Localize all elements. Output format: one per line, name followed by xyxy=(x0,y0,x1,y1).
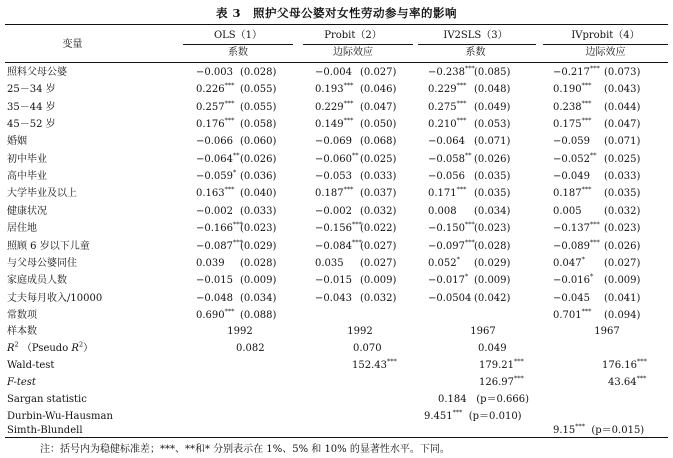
se-col-2: (0.050) xyxy=(360,119,397,131)
significance-stars: *** xyxy=(233,238,243,247)
coef-value: 0.149 xyxy=(315,119,344,131)
stat-label-wald: Wald-test xyxy=(7,360,55,371)
coef-col-2 xyxy=(315,221,362,237)
coef-value: 0.229 xyxy=(428,84,457,96)
coef-col-3 xyxy=(428,186,466,202)
table-note: 注：括号内为稳健标准差；***、**和* 分别表示在 1%、5% 和 10% 的显著性水平。下同。 xyxy=(40,444,450,455)
stat-r2-2: 0.070 xyxy=(353,343,382,354)
coef-value: −0.049 xyxy=(553,171,591,183)
stat-n-3: 1967 xyxy=(470,326,496,337)
coef-value: 0.176 xyxy=(196,119,225,131)
coef-value: 0.210 xyxy=(428,119,457,131)
coef-value: 0.005 xyxy=(553,205,582,217)
significance-stars: *** xyxy=(224,82,235,91)
stat-dwh-3: 9.451*** (p＝0.010) xyxy=(424,408,522,422)
se-col-4: (0.026) xyxy=(604,240,641,252)
coef-col-3 xyxy=(428,134,465,150)
coef-value: 0.039 xyxy=(196,257,225,269)
se-col-1: (0.055) xyxy=(240,101,277,113)
significance-stars: *** xyxy=(224,99,235,108)
coef-col-1 xyxy=(196,273,233,289)
coef-value: −0.059 xyxy=(553,136,591,148)
coef-col-3 xyxy=(428,65,475,81)
coef-col-1 xyxy=(196,169,236,185)
coef-value: 0.690 xyxy=(196,309,225,321)
significance-stars: *** xyxy=(456,116,467,125)
se-col-4: (0.071) xyxy=(604,136,641,148)
se-col-4: (0.035) xyxy=(604,188,641,200)
se-col-2: (0.068) xyxy=(360,136,397,148)
row-label: 照料父母公婆 xyxy=(7,67,67,78)
coef-col-4 xyxy=(553,100,591,116)
se-col-2: (0.046) xyxy=(360,84,397,96)
se-col-3: (0.026) xyxy=(474,153,511,165)
se-col-1: (0.040) xyxy=(240,188,277,200)
significance-stars: *** xyxy=(465,64,475,73)
header-col-2: Probit（2） xyxy=(324,30,382,41)
row-label: 常数项 xyxy=(7,309,37,321)
coef-col-3 xyxy=(428,204,457,220)
coef-col-2 xyxy=(315,169,352,185)
bottom-rule xyxy=(5,437,668,438)
stat-sargan-3: 0.184 (p＝0.666) xyxy=(438,394,530,405)
coef-col-4 xyxy=(553,291,590,307)
significance-stars: *** xyxy=(343,99,354,108)
coef-col-4 xyxy=(553,82,591,98)
se-col-1: (0.058) xyxy=(240,119,277,131)
stat-label-n: 样本数 xyxy=(7,326,37,337)
coef-col-4 xyxy=(553,221,600,237)
coef-value: −0.150 xyxy=(428,223,466,235)
coef-col-4 xyxy=(553,134,590,150)
se-col-3: (0.035) xyxy=(474,171,511,183)
coef-col-2 xyxy=(315,273,352,289)
subhead-2: 边际效应 xyxy=(333,47,373,58)
significance-stars: ** xyxy=(590,151,597,160)
significance-stars: *** xyxy=(224,186,235,195)
significance-stars: *** xyxy=(224,116,235,125)
se-col-2: (0.009) xyxy=(360,275,397,287)
header-col-4: IVprobit（4） xyxy=(571,30,640,41)
coef-value: 0.035 xyxy=(315,257,344,269)
se-col-4: (0.043) xyxy=(604,84,641,96)
coef-col-3 xyxy=(428,291,471,307)
coef-value: −0.052 xyxy=(553,153,591,165)
significance-stars: * xyxy=(581,255,585,264)
coef-value: 0.008 xyxy=(428,205,457,217)
coef-value: −0.089 xyxy=(553,240,591,252)
table-title: 表 3 照护父母公婆对女性劳动参与率的影响 xyxy=(215,6,457,20)
coef-col-2 xyxy=(315,65,352,81)
stat-simth-4: 9.15*** (p＝0.015) xyxy=(553,422,645,436)
header-variable: 变量 xyxy=(62,39,83,50)
se-col-3: (0.023) xyxy=(474,223,511,235)
stat-r2-1: 0.082 xyxy=(236,343,265,354)
coef-value: 0.052 xyxy=(428,257,457,269)
coef-value: 0.171 xyxy=(428,188,457,200)
coef-value: −0.045 xyxy=(553,292,591,304)
se-col-3: (0.049) xyxy=(474,101,511,113)
se-col-1: (0.028) xyxy=(240,257,277,269)
coef-col-1 xyxy=(196,117,234,133)
row-label: 居住地 xyxy=(7,223,37,235)
coef-value: −0.087 xyxy=(196,240,234,252)
coef-value: −0.017 xyxy=(428,275,466,287)
coef-value: 0.187 xyxy=(315,188,344,200)
significance-stars: *** xyxy=(456,82,467,91)
coef-col-3 xyxy=(428,152,472,168)
coef-col-2 xyxy=(315,152,359,168)
coef-value: 0.163 xyxy=(196,188,225,200)
se-col-1: (0.026) xyxy=(240,153,277,165)
coef-col-1 xyxy=(196,221,243,237)
se-col-4: (0.027) xyxy=(604,257,641,269)
coef-col-3 xyxy=(428,100,466,116)
significance-stars: ** xyxy=(465,151,472,160)
se-col-3: (0.071) xyxy=(474,136,511,148)
coef-col-3 xyxy=(428,82,466,98)
row-label: 丈夫每月收入/10000 xyxy=(7,292,103,304)
se-col-2: (0.027) xyxy=(360,257,397,269)
coef-col-1 xyxy=(196,152,240,168)
se-col-2: (0.037) xyxy=(360,188,397,200)
coef-col-1 xyxy=(196,308,234,324)
coef-value: 0.226 xyxy=(196,84,225,96)
coef-value: −0.156 xyxy=(315,223,353,235)
significance-stars: ** xyxy=(233,151,240,160)
coef-value: −0.016 xyxy=(553,275,591,287)
coef-value: 0.229 xyxy=(315,101,344,113)
significance-stars: *** xyxy=(224,307,235,316)
se-col-4: (0.041) xyxy=(604,292,641,304)
coef-col-4 xyxy=(553,117,591,133)
coef-value: 0.701 xyxy=(553,309,582,321)
row-label: 35－44 岁 xyxy=(7,101,56,113)
row-label: 婚姻 xyxy=(7,136,27,148)
se-col-4: (0.023) xyxy=(604,223,641,235)
coef-col-2 xyxy=(315,134,352,150)
coef-value: −0.053 xyxy=(315,171,353,183)
coef-col-4 xyxy=(553,204,582,220)
coef-value: −0.069 xyxy=(315,136,353,148)
stat-f-4: 43.64*** xyxy=(608,374,647,388)
coef-value: −0.084 xyxy=(315,240,353,252)
coef-value: −0.048 xyxy=(196,292,234,304)
significance-stars: *** xyxy=(581,82,592,91)
coef-col-1 xyxy=(196,204,233,220)
coef-value: −0.002 xyxy=(315,205,353,217)
row-label: 家庭成员人数 xyxy=(7,275,67,287)
stat-wald-3: 179.21*** xyxy=(479,357,524,371)
se-col-4: (0.033) xyxy=(604,171,641,183)
se-col-1: (0.036) xyxy=(240,171,277,183)
coef-col-4 xyxy=(553,239,600,255)
coef-value: 0.047 xyxy=(553,257,582,269)
row-label: 照顾 6 岁以下儿童 xyxy=(7,240,90,252)
se-col-2: (0.033) xyxy=(360,171,397,183)
se-col-2: (0.025) xyxy=(360,153,397,165)
se-col-1: (0.009) xyxy=(240,275,277,287)
coef-col-2 xyxy=(315,239,362,255)
significance-stars: *** xyxy=(343,186,354,195)
significance-stars: * xyxy=(233,168,237,177)
coef-col-2 xyxy=(315,256,344,272)
stat-label-simth: Simth-Blundell xyxy=(7,425,83,436)
significance-stars: *** xyxy=(456,99,467,108)
coef-value: −0.056 xyxy=(428,171,466,183)
se-col-1: (0.034) xyxy=(240,292,277,304)
coef-col-2 xyxy=(315,117,353,133)
se-col-4: (0.009) xyxy=(604,275,641,287)
coef-col-1 xyxy=(196,134,233,150)
se-col-3: (0.042) xyxy=(474,292,511,304)
se-col-4: (0.047) xyxy=(604,119,641,131)
coef-value: −0.043 xyxy=(315,292,353,304)
stat-r2-3: 0.049 xyxy=(478,343,507,354)
significance-stars: * xyxy=(465,272,469,281)
coef-value: −0.166 xyxy=(196,223,234,235)
significance-stars: *** xyxy=(581,307,592,316)
coef-value: −0.060 xyxy=(315,153,353,165)
coef-value: −0.066 xyxy=(196,136,234,148)
coef-col-2 xyxy=(315,204,352,220)
coef-col-3 xyxy=(428,117,466,133)
coef-value: 0.193 xyxy=(315,84,344,96)
se-col-3: (0.085) xyxy=(474,67,511,78)
se-col-2: (0.022) xyxy=(360,223,397,235)
coef-value: 0.238 xyxy=(553,101,582,113)
significance-stars: *** xyxy=(581,186,592,195)
coef-value: −0.238 xyxy=(428,67,466,78)
se-col-4: (0.032) xyxy=(604,205,641,217)
row-label: 45－52 岁 xyxy=(7,119,56,131)
coef-value: −0.058 xyxy=(428,153,466,165)
coef-col-4 xyxy=(553,308,591,324)
se-col-1: (0.088) xyxy=(240,309,277,321)
significance-stars: * xyxy=(590,272,594,281)
coef-col-2 xyxy=(315,186,353,202)
coef-value: 0.275 xyxy=(428,101,457,113)
coef-value: −0.064 xyxy=(196,153,234,165)
se-col-3: (0.035) xyxy=(474,188,511,200)
top-rule xyxy=(5,24,668,25)
se-col-3: (0.048) xyxy=(474,84,511,96)
significance-stars: *** xyxy=(581,116,592,125)
coef-col-3 xyxy=(428,256,460,272)
se-col-3: (0.053) xyxy=(474,119,511,131)
coef-value: −0.059 xyxy=(196,171,234,183)
coef-value: 0.190 xyxy=(553,84,582,96)
coef-col-1 xyxy=(196,256,225,272)
coef-value: −0.002 xyxy=(196,205,234,217)
se-col-2: (0.032) xyxy=(360,205,397,217)
header-col-3: IV2SLS（3） xyxy=(443,30,508,41)
stat-wald-4: 176.16*** xyxy=(602,357,647,371)
coef-value: −0.015 xyxy=(315,275,353,287)
row-label: 初中毕业 xyxy=(7,153,47,165)
se-col-2: (0.027) xyxy=(360,67,397,78)
row-label: 健康状况 xyxy=(7,205,47,217)
stat-n-4: 1967 xyxy=(594,326,620,337)
significance-stars: *** xyxy=(233,220,243,229)
significance-stars: *** xyxy=(581,99,592,108)
se-col-3: (0.009) xyxy=(474,275,511,287)
coef-value: 0.257 xyxy=(196,101,225,113)
coef-col-4 xyxy=(553,152,597,168)
coef-value: −0.004 xyxy=(315,67,353,78)
subhead-1: 系数 xyxy=(228,47,248,58)
coef-col-2 xyxy=(315,100,353,116)
stat-label-sargan: Sargan statistic xyxy=(7,394,87,405)
coef-value: −0.003 xyxy=(196,67,234,78)
significance-stars: * xyxy=(456,255,460,264)
significance-stars: *** xyxy=(590,238,600,247)
se-col-3: (0.028) xyxy=(474,240,511,252)
significance-stars: *** xyxy=(590,220,600,229)
coef-col-1 xyxy=(196,291,233,307)
significance-stars: *** xyxy=(465,220,475,229)
coef-col-4 xyxy=(553,65,600,81)
coef-col-3 xyxy=(428,239,475,255)
stat-n-1: 1992 xyxy=(227,326,253,337)
se-col-3: (0.029) xyxy=(474,257,511,269)
row-label: 高中毕业 xyxy=(7,171,47,183)
stat-f-3: 126.97*** xyxy=(479,374,524,388)
coef-col-4 xyxy=(553,273,593,289)
coef-col-1 xyxy=(196,239,243,255)
significance-stars: *** xyxy=(590,64,600,73)
significance-stars: *** xyxy=(456,186,467,195)
significance-stars: *** xyxy=(352,220,362,229)
header-col-1: OLS（1） xyxy=(213,30,263,41)
coef-col-3 xyxy=(428,273,468,289)
coef-value: −0.137 xyxy=(553,223,591,235)
coef-value: −0.0504 xyxy=(428,292,472,304)
subhead-3: 系数 xyxy=(465,47,486,58)
se-col-2: (0.027) xyxy=(360,240,397,252)
se-col-4: (0.073) xyxy=(604,67,641,78)
coef-col-2 xyxy=(315,82,353,98)
se-col-1: (0.023) xyxy=(240,223,277,235)
coef-col-1 xyxy=(196,82,234,98)
se-col-4: (0.094) xyxy=(604,309,641,321)
se-col-1: (0.060) xyxy=(240,136,277,148)
significance-stars: *** xyxy=(343,116,354,125)
coef-col-1 xyxy=(196,65,233,81)
coef-col-4 xyxy=(553,256,585,272)
se-col-2: (0.032) xyxy=(360,292,397,304)
stat-wald-2: 152.43*** xyxy=(352,357,397,371)
coef-value: −0.097 xyxy=(428,240,466,252)
significance-stars: *** xyxy=(465,238,475,247)
stat-label-dwh: Durbin-Wu-Hausman xyxy=(7,411,113,422)
se-col-2: (0.047) xyxy=(360,101,397,113)
row-label: 大学毕业及以上 xyxy=(7,188,77,200)
coef-value: 0.187 xyxy=(553,188,582,200)
coef-col-1 xyxy=(196,186,234,202)
se-col-4: (0.044) xyxy=(604,101,641,113)
coef-col-1 xyxy=(196,100,234,116)
coef-value: −0.064 xyxy=(428,136,466,148)
coef-value: 0.175 xyxy=(553,119,582,131)
coef-col-2 xyxy=(315,291,352,307)
coef-value: −0.015 xyxy=(196,275,234,287)
se-col-4: (0.025) xyxy=(604,153,641,165)
coef-col-3 xyxy=(428,221,475,237)
se-col-3: (0.034) xyxy=(474,205,511,217)
coef-col-4 xyxy=(553,169,590,185)
stat-label-r2: $R^2$ （Pseudo $R^2$） xyxy=(7,340,94,354)
se-col-1: (0.033) xyxy=(240,205,277,217)
coef-col-4 xyxy=(553,186,591,202)
row-label: 与父母公婆同住 xyxy=(7,257,77,269)
se-col-1: (0.029) xyxy=(240,240,277,252)
subhead-4: 边际效应 xyxy=(585,47,626,58)
significance-stars: ** xyxy=(352,151,359,160)
se-col-1: (0.055) xyxy=(240,84,277,96)
row-label: 25－34 岁 xyxy=(7,84,56,96)
coef-col-3 xyxy=(428,169,465,185)
stat-n-2: 1992 xyxy=(347,326,373,337)
coef-value: −0.217 xyxy=(553,67,591,78)
stat-label-f: F-test xyxy=(7,377,36,388)
significance-stars: *** xyxy=(352,238,362,247)
significance-stars: *** xyxy=(343,82,354,91)
se-col-1: (0.028) xyxy=(240,67,277,78)
header-bottom-rule xyxy=(5,62,668,63)
